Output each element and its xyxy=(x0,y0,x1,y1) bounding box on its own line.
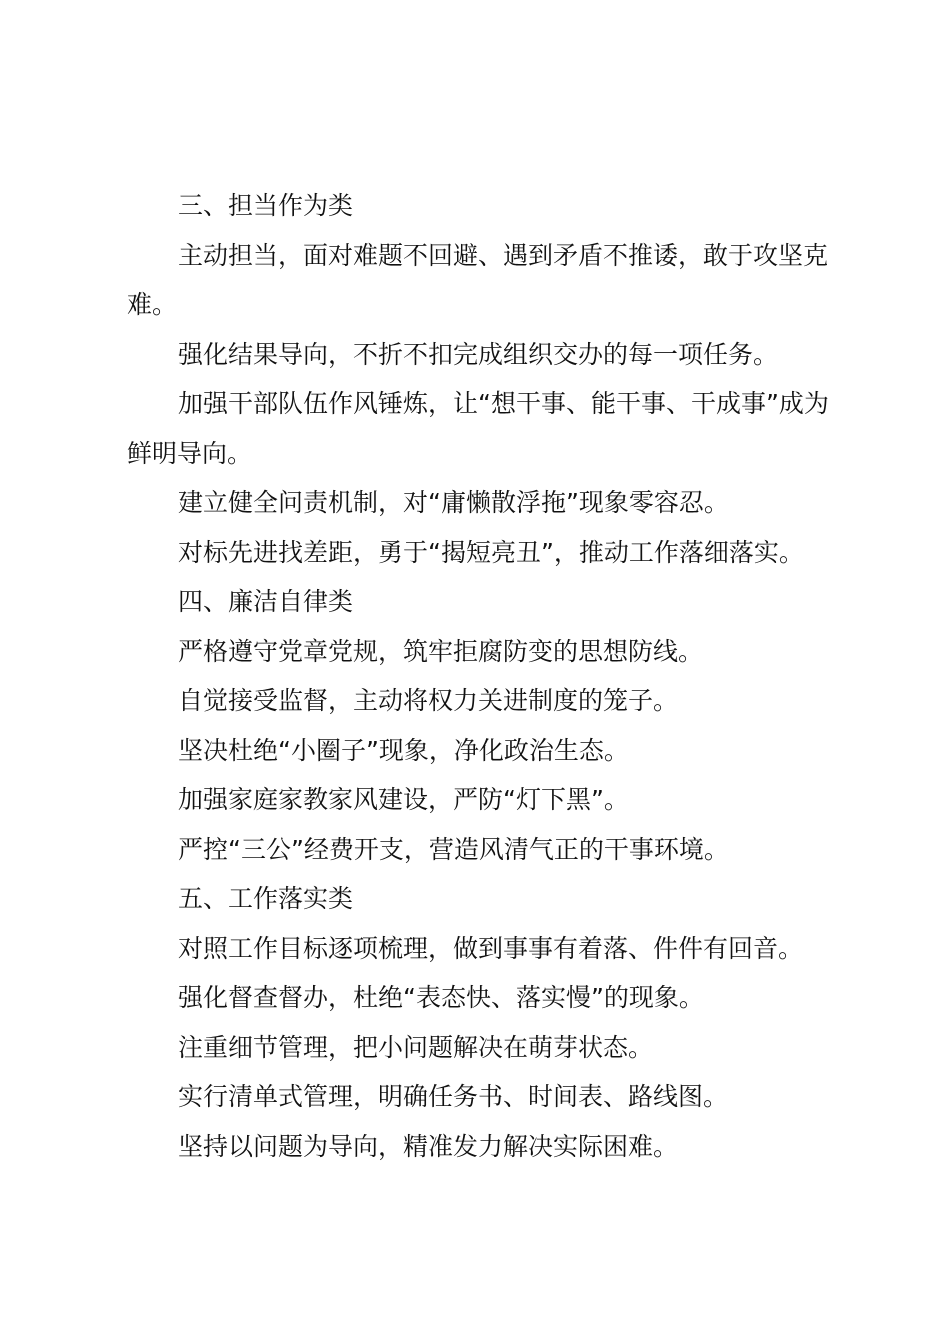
paragraph: 强化督查督办，杜绝“表态快、落实慢”的现象。 xyxy=(178,983,704,1012)
paragraph: 自觉接受监督，主动将权力关进制度的笼子。 xyxy=(178,686,679,715)
paragraph: 严控“三公”经费开支，营造风清气正的干事环境。 xyxy=(178,834,729,864)
paragraph: 强化结果导向，不折不扣完成组织交办的每一项任务。 xyxy=(178,339,779,369)
paragraph: 实行清单式管理，明确任务书、时间表、路线图。 xyxy=(178,1082,729,1111)
paragraph: 建立健全问责机制，对“庸懒散浮拖”现象零容忍。 xyxy=(178,488,729,517)
paragraph: 对照工作目标逐项梳理，做到事事有着落、件件有回音。 xyxy=(178,933,804,963)
paragraph: 严格遵守党章党规，筑牢拒腐防变的思想防线。 xyxy=(178,636,704,666)
paragraph: 对标先进找差距，勇于“揭短亮丑”，推动工作落细落实。 xyxy=(178,537,804,567)
section-heading: 四、廉洁自律类 xyxy=(178,587,354,616)
section-heading: 五、工作落实类 xyxy=(178,884,354,913)
paragraph: 加强家庭家教家风建设，严防“灯下黑”。 xyxy=(178,785,629,814)
paragraph: 坚持以问题为导向，精准发力解决实际困难。 xyxy=(178,1131,679,1161)
paragraph: 加强干部队伍作风锤炼，让“想干事、能干事、干成事”成为鲜明导向。 xyxy=(127,389,829,468)
paragraph: 坚决杜绝“小圈子”现象，净化政治生态。 xyxy=(178,735,629,765)
paragraph: 主动担当，面对难题不回避、遇到矛盾不推诿，敢于攻坚克难。 xyxy=(127,240,829,319)
document-body xyxy=(127,181,839,1171)
section-heading: 三、担当作为类 xyxy=(178,191,354,220)
paragraph: 注重细节管理，把小问题解决在萌芽状态。 xyxy=(178,1032,654,1062)
